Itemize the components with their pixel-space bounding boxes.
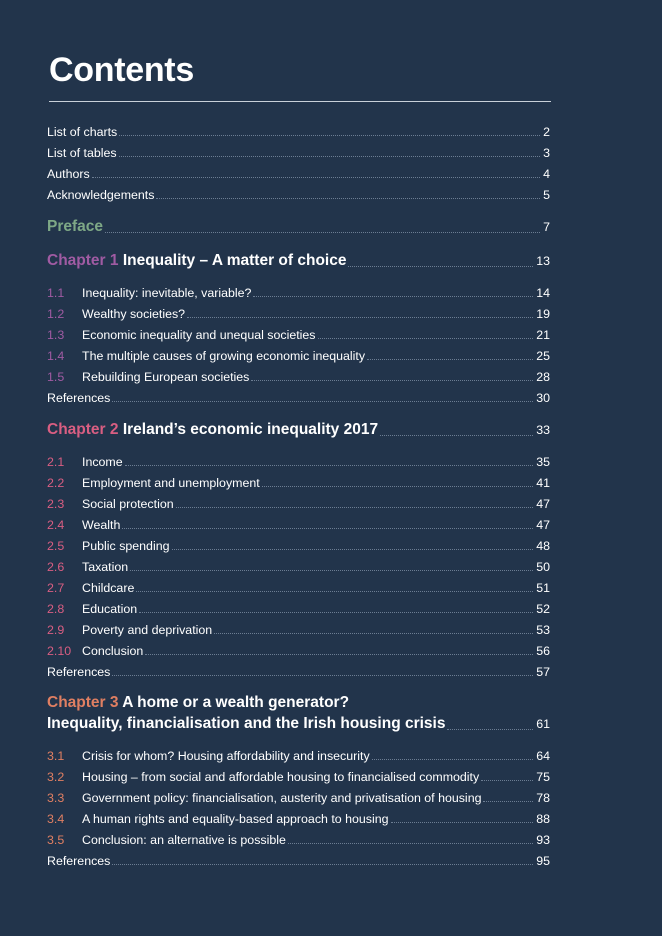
toc-section-2-1[interactable] bbox=[47, 454, 550, 470]
references-label: References bbox=[47, 391, 111, 405]
chapter-title: A home or a wealth generator? bbox=[122, 694, 350, 711]
chapter-prefix: Chapter 2 bbox=[47, 421, 119, 438]
section-number: 2.7 bbox=[47, 581, 65, 595]
section-number: 3.4 bbox=[47, 812, 65, 826]
toc-entry-label: Acknowledgements bbox=[47, 188, 155, 202]
section-number: 2.2 bbox=[47, 476, 65, 490]
toc-entry-page: 95 bbox=[536, 854, 550, 868]
section-number: 1.5 bbox=[47, 370, 65, 384]
section-number: 2.8 bbox=[47, 602, 65, 616]
toc-entry-page: 53 bbox=[536, 623, 550, 637]
dot-leader bbox=[139, 612, 533, 613]
section-label: Inequality: inevitable, variable? bbox=[82, 286, 252, 300]
section-label: Conclusion bbox=[82, 644, 144, 658]
section-number: 1.3 bbox=[47, 328, 65, 342]
toc-chapter-1[interactable] bbox=[47, 251, 550, 271]
section-label: Conclusion: an alternative is possible bbox=[82, 833, 286, 847]
toc-section-3-5[interactable] bbox=[47, 832, 550, 848]
toc-entry-label: Authors bbox=[47, 167, 90, 181]
dot-leader bbox=[288, 843, 533, 844]
section-number: 2.10 bbox=[47, 644, 72, 658]
toc-entry-page: 57 bbox=[536, 665, 550, 679]
toc-entry-page: 50 bbox=[536, 560, 550, 574]
section-label: Social protection bbox=[82, 497, 174, 511]
toc-section-3-3[interactable] bbox=[47, 790, 550, 806]
section-number: 1.2 bbox=[47, 307, 65, 321]
toc-entry-label: List of tables bbox=[47, 146, 117, 160]
dot-leader bbox=[262, 486, 534, 487]
chapter-prefix: Chapter 1 bbox=[47, 252, 119, 269]
toc-entry-page: 7 bbox=[543, 220, 550, 234]
section-label: Crisis for whom? Housing affordability and insecurity bbox=[82, 749, 370, 763]
dot-leader bbox=[251, 380, 533, 381]
toc-entry-page: 2 bbox=[543, 125, 550, 139]
page-title: Contents bbox=[49, 51, 194, 89]
dot-leader bbox=[187, 317, 533, 318]
section-label: Childcare bbox=[82, 581, 135, 595]
dot-leader bbox=[105, 232, 540, 233]
dot-leader bbox=[145, 654, 533, 655]
toc-entry-preface[interactable] bbox=[47, 217, 550, 237]
dot-leader bbox=[119, 156, 541, 157]
toc-entry-page: 48 bbox=[536, 539, 550, 553]
toc-section-2-6[interactable] bbox=[47, 559, 550, 575]
toc-entry-page: 21 bbox=[536, 328, 550, 342]
section-number: 3.1 bbox=[47, 749, 65, 763]
toc-section-2-3[interactable] bbox=[47, 496, 550, 512]
toc-entry-page: 14 bbox=[536, 286, 550, 300]
toc-entry-page: 75 bbox=[536, 770, 550, 784]
toc-section-2-2[interactable] bbox=[47, 475, 550, 491]
toc-chapter-1-references[interactable] bbox=[47, 390, 550, 406]
section-number: 2.9 bbox=[47, 623, 65, 637]
dot-leader bbox=[112, 675, 533, 676]
toc-entry-page: 88 bbox=[536, 812, 550, 826]
toc-entry-page: 56 bbox=[536, 644, 550, 658]
toc-entry-acknowledgements[interactable] bbox=[47, 187, 550, 203]
section-number: 1.4 bbox=[47, 349, 65, 363]
preface-label: Preface bbox=[47, 218, 104, 235]
toc-entry-page: 4 bbox=[543, 167, 550, 181]
chapter-heading bbox=[47, 420, 378, 440]
toc-section-2-10[interactable] bbox=[47, 643, 550, 659]
dot-leader bbox=[130, 570, 533, 571]
dot-leader bbox=[380, 435, 533, 436]
toc-entry-page: 28 bbox=[536, 370, 550, 384]
toc-section-1-2[interactable] bbox=[47, 306, 550, 322]
chapter-title-line2: Inequality, financialisation and the Irish housing crisis bbox=[47, 715, 446, 732]
dot-leader bbox=[136, 591, 533, 592]
toc-entry-page: 41 bbox=[536, 476, 550, 490]
table-of-contents bbox=[47, 124, 550, 869]
section-number: 2.1 bbox=[47, 455, 65, 469]
dot-leader bbox=[122, 528, 533, 529]
toc-chapter-3-references[interactable] bbox=[47, 853, 550, 869]
toc-section-1-3[interactable] bbox=[47, 327, 550, 343]
section-number: 2.4 bbox=[47, 518, 65, 532]
toc-entry-page: 35 bbox=[536, 455, 550, 469]
dot-leader bbox=[367, 359, 533, 360]
dot-leader bbox=[481, 780, 533, 781]
toc-section-3-2[interactable] bbox=[47, 769, 550, 785]
references-label: References bbox=[47, 665, 111, 679]
toc-section-1-5[interactable] bbox=[47, 369, 550, 385]
section-label: A human rights and equality-based approach to housing bbox=[82, 812, 389, 826]
section-label: Wealth bbox=[82, 518, 121, 532]
section-number: 3.3 bbox=[47, 791, 65, 805]
section-label: Wealthy societies? bbox=[82, 307, 186, 321]
title-divider bbox=[49, 101, 551, 102]
section-label: Government policy: financialisation, austerity and privatisation of housing bbox=[82, 791, 482, 805]
toc-entry-page: 13 bbox=[536, 254, 550, 268]
toc-entry-page: 19 bbox=[536, 307, 550, 321]
dot-leader bbox=[172, 549, 534, 550]
section-number: 1.1 bbox=[47, 286, 65, 300]
dot-leader bbox=[372, 759, 534, 760]
toc-entry-page: 51 bbox=[536, 581, 550, 595]
section-number: 2.3 bbox=[47, 497, 65, 511]
toc-entry-page: 5 bbox=[543, 188, 550, 202]
dot-leader bbox=[119, 135, 540, 136]
toc-entry-authors[interactable] bbox=[47, 166, 550, 182]
section-number: 2.6 bbox=[47, 560, 65, 574]
dot-leader bbox=[214, 633, 533, 634]
toc-section-2-7[interactable] bbox=[47, 580, 550, 596]
dot-leader bbox=[176, 507, 534, 508]
toc-section-1-1[interactable] bbox=[47, 285, 550, 301]
dot-leader bbox=[447, 729, 533, 730]
toc-chapter-2-references[interactable] bbox=[47, 664, 550, 680]
section-number: 3.2 bbox=[47, 770, 65, 784]
section-label: Taxation bbox=[82, 560, 129, 574]
dot-leader bbox=[92, 177, 540, 178]
toc-entry-list-of-tables[interactable] bbox=[47, 145, 550, 161]
section-label: Education bbox=[82, 602, 138, 616]
section-label: Public spending bbox=[82, 539, 170, 553]
toc-chapter-3[interactable] bbox=[47, 694, 550, 734]
section-label: Poverty and deprivation bbox=[82, 623, 213, 637]
dot-leader bbox=[112, 864, 533, 865]
chapter-prefix: Chapter 3 bbox=[47, 694, 119, 711]
chapter-title: Ireland’s economic inequality 2017 bbox=[122, 421, 379, 438]
toc-section-2-9[interactable] bbox=[47, 622, 550, 638]
chapter-heading bbox=[47, 251, 346, 271]
dot-leader bbox=[391, 822, 534, 823]
dot-leader bbox=[112, 401, 533, 402]
toc-entry-page: 78 bbox=[536, 791, 550, 805]
dot-leader bbox=[253, 296, 533, 297]
section-label: Economic inequality and unequal societies bbox=[82, 328, 316, 342]
toc-entry-page: 52 bbox=[536, 602, 550, 616]
dot-leader bbox=[348, 266, 533, 267]
toc-section-3-1[interactable] bbox=[47, 748, 550, 764]
toc-section-2-4[interactable] bbox=[47, 517, 550, 533]
dot-leader bbox=[483, 801, 533, 802]
toc-entry-page: 30 bbox=[536, 391, 550, 405]
toc-entry-page: 47 bbox=[536, 518, 550, 532]
dot-leader bbox=[156, 198, 540, 199]
toc-entry-label: List of charts bbox=[47, 125, 118, 139]
chapter-title: Inequality – A matter of choice bbox=[122, 252, 347, 269]
toc-entry-list-of-charts[interactable] bbox=[47, 124, 550, 140]
toc-chapter-2[interactable] bbox=[47, 420, 550, 440]
toc-entry-page: 93 bbox=[536, 833, 550, 847]
dot-leader bbox=[318, 338, 534, 339]
toc-section-2-8[interactable] bbox=[47, 601, 550, 617]
section-label: Employment and unemployment bbox=[82, 476, 260, 490]
chapter-heading bbox=[47, 692, 445, 734]
references-label: References bbox=[47, 854, 111, 868]
toc-entry-page: 61 bbox=[536, 717, 550, 731]
toc-section-1-4[interactable] bbox=[47, 348, 550, 364]
dot-leader bbox=[125, 465, 534, 466]
section-label: Housing – from social and affordable housing to financialised commodity bbox=[82, 770, 480, 784]
toc-entry-page: 33 bbox=[536, 423, 550, 437]
toc-section-2-5[interactable] bbox=[47, 538, 550, 554]
toc-section-3-4[interactable] bbox=[47, 811, 550, 827]
toc-entry-page: 3 bbox=[543, 146, 550, 160]
section-number: 3.5 bbox=[47, 833, 65, 847]
section-label: The multiple causes of growing economic inequality bbox=[82, 349, 366, 363]
section-number: 2.5 bbox=[47, 539, 65, 553]
section-label: Rebuilding European societies bbox=[82, 370, 250, 384]
toc-entry-page: 64 bbox=[536, 749, 550, 763]
toc-entry-page: 47 bbox=[536, 497, 550, 511]
section-label: Income bbox=[82, 455, 123, 469]
toc-entry-page: 25 bbox=[536, 349, 550, 363]
